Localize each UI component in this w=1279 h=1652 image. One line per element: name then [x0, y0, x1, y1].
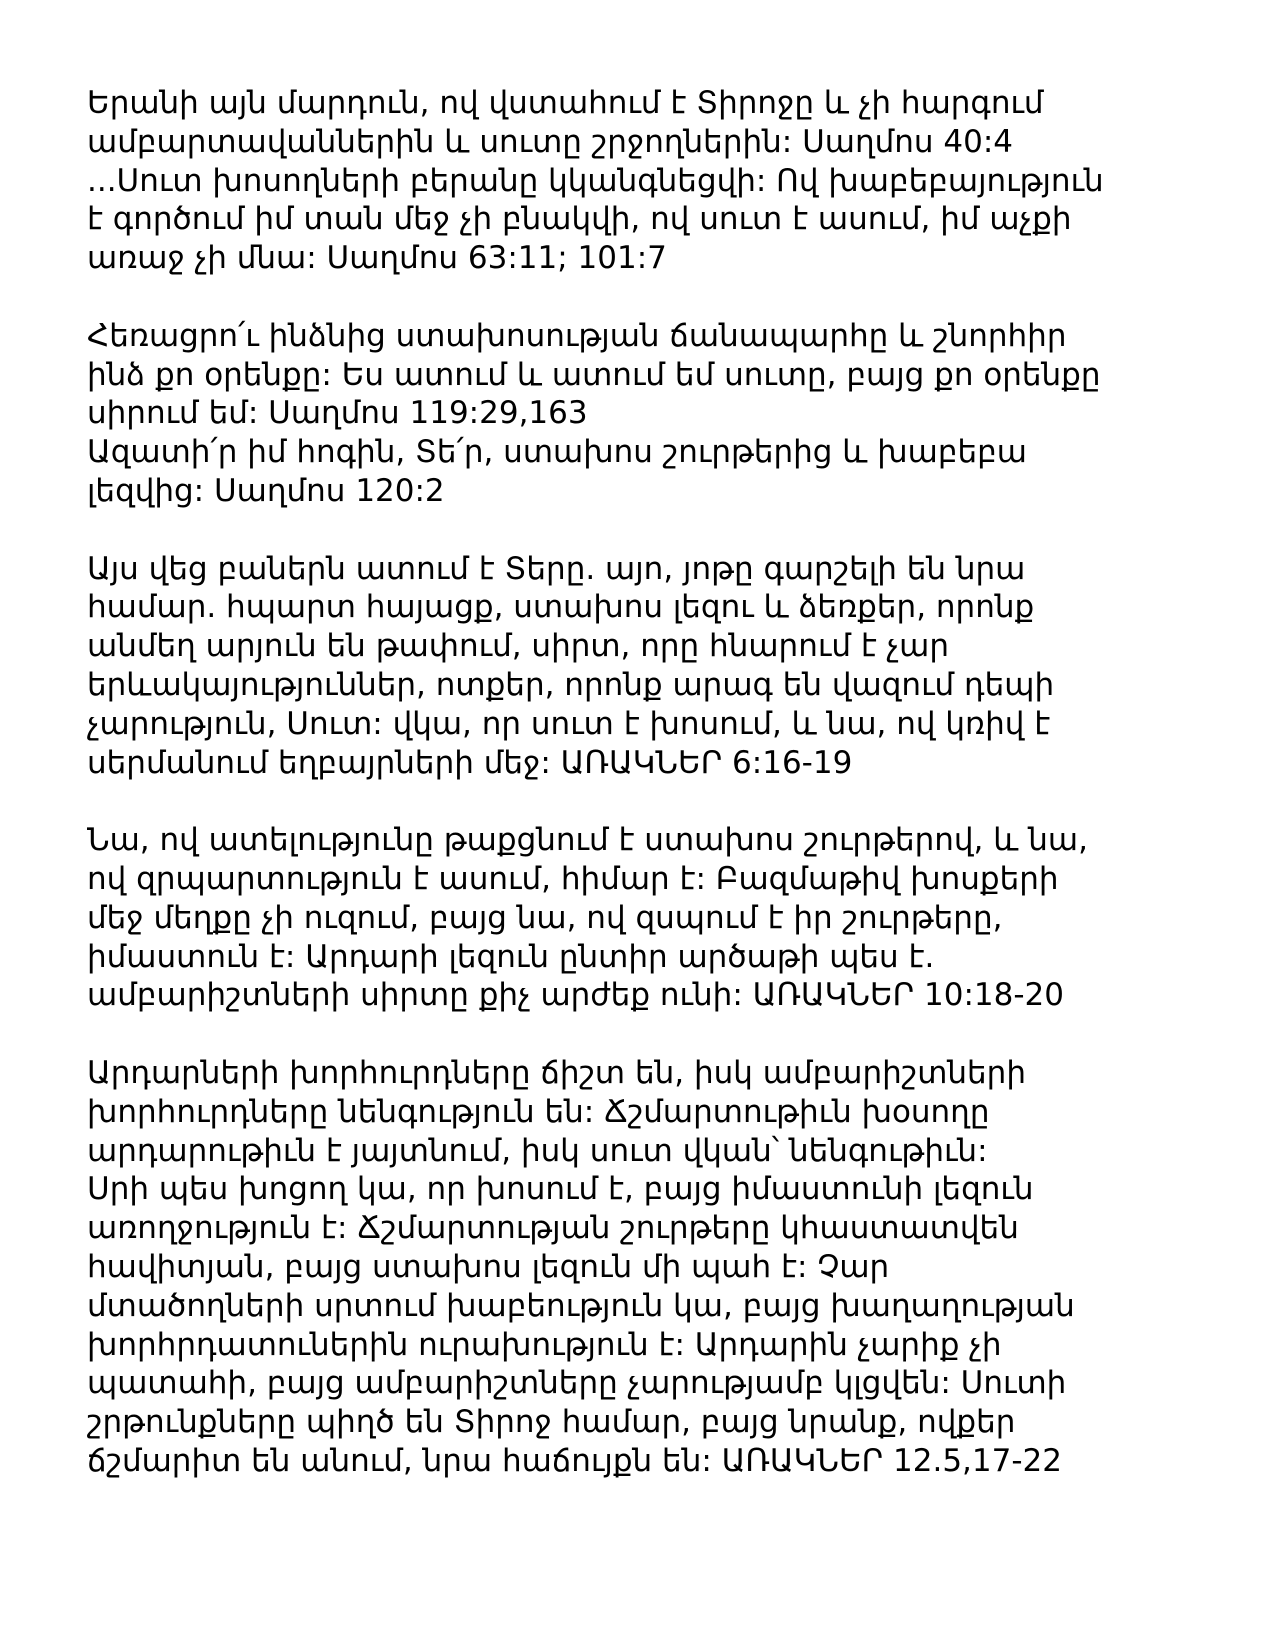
- text-line: երևակայություններ, ոտքեր, որոնք արագ են վազում դեպի: [87, 666, 1055, 703]
- paragraph-2: [87, 317, 1207, 511]
- paragraph-1: [87, 84, 1207, 278]
- text-line: անմեղ արյուն են թափում, սիրտ, որը հնարում է չար: [87, 628, 950, 665]
- text-line: լեզվից: Սաղմոս 120:2: [87, 472, 445, 509]
- text-line: չարություն, Սուտ: վկա, որ սուտ է խոսում, և նա, ով կռիվ է: [87, 705, 1051, 742]
- text-line: ամբարտավաններին և սուտը շրջողներին: Սաղմոս 40:4: [87, 123, 1014, 160]
- text-line: սերմանում եղբայրների մեջ: ԱՌԱԿՆԵՐ 6:16-19: [87, 744, 853, 781]
- text-line: ով զրպարտություն է ասում, հիմար է: Բազմաթիվ խոսքերի: [87, 860, 1059, 897]
- document-page: [87, 84, 1207, 1481]
- text-line: արդարութիւն է յայտնում, իսկ սուտ վկան՝ նենգութիւն:: [87, 1132, 988, 1169]
- text-line: Սրի պես խոցող կա, որ խոսում է, բայց իմաստունի լեզուն: [87, 1171, 1034, 1208]
- paragraph-gap: [87, 1015, 1207, 1054]
- text-line: ամբարիշտների սիրտը քիչ արժեք ունի: ԱՌԱԿՆԵՐ 10:18-20: [87, 977, 1064, 1014]
- text-line: սիրում եմ: Սաղմոս 119:29,163: [87, 395, 588, 432]
- text-line: ...Սուտ խոսողների բերանը կկանգնեցվի: Ով խաբեբայություն: [87, 162, 1104, 199]
- text-line: է գործում իմ տան մեջ չի բնակվի, ով սուտ է ասում, իմ աչքի: [87, 201, 1072, 238]
- text-line: առողջություն է: Ճշմարտության շուրթերը կհաստատվեն: [87, 1210, 1019, 1247]
- paragraph-5: [87, 1054, 1207, 1481]
- paragraph-gap: [87, 782, 1207, 821]
- text-line: մեջ մեղքը չի ուզում, բայց նա, ով զսպում է իր շուրթերը,: [87, 899, 1003, 936]
- text-line: Ազատի՛ր իմ հոգին, Տե՛ր, ստախոս շուրթերից և խաբեբա: [87, 434, 1028, 471]
- text-line: Նա, ով ատելությունը թաքցնում է ստախոս շուրթերով, և նա,: [87, 822, 1088, 859]
- text-line: առաջ չի մնա: Սաղմոս 63:11; 101:7: [87, 240, 667, 277]
- text-line: Արդարների խորհուրդները ճիշտ են, իսկ ամբարիշտների: [87, 1054, 1026, 1091]
- paragraph-gap: [87, 511, 1207, 550]
- text-line: Այս վեց բաներն ատում է Տերը. այո, յոթը գարշելի են նրա: [87, 550, 1026, 587]
- text-line: ճշմարիտ են անում, նրա հաճույքն են: ԱՌԱԿՆԵՐ 12.5,17-22: [87, 1442, 1062, 1479]
- paragraph-4: [87, 821, 1207, 1015]
- text-line: համար. հպարտ հայացք, ստախոս լեզու և ձեռքեր, որոնք: [87, 589, 1035, 626]
- text-line: Հեռացրո՛ւ ինձնից ստախոսության ճանապարհը և շնորհիր: [87, 317, 1067, 354]
- paragraph-3: [87, 550, 1207, 783]
- text-line: շրթունքները պիղծ են Տիրոջ համար, բայց նրանք, ովքեր: [87, 1404, 1016, 1441]
- text-line: Երանի այն մարդուն, ով վստահում է Տիրոջը և չի հարգում: [87, 85, 1044, 121]
- text-line: մտածողների սրտում խաբեություն կա, բայց խաղաղության: [87, 1287, 1075, 1324]
- text-line: պատահի, բայց ամբարիշտները չարությամբ կլցվեն: Սուտի: [87, 1365, 1067, 1402]
- text-line: խորհրդատուներին ուրախություն է: Արդարին չարիք չի: [87, 1326, 1002, 1363]
- paragraph-gap: [87, 278, 1207, 317]
- text-line: հավիտյան, բայց ստախոս լեզուն մի պահ է: Չար: [87, 1248, 890, 1285]
- text-line: ինձ քո օրենքը: Ես ատում և ատում եմ սուտը, բայց քո օրենքը: [87, 356, 1101, 393]
- text-line: խորհուրդները նենգություն են: Ճշմարտութիւն խօսողը: [87, 1093, 990, 1130]
- text-line: իմաստուն է: Արդարի լեզուն ընտիր արծաթի պես է.: [87, 938, 935, 975]
